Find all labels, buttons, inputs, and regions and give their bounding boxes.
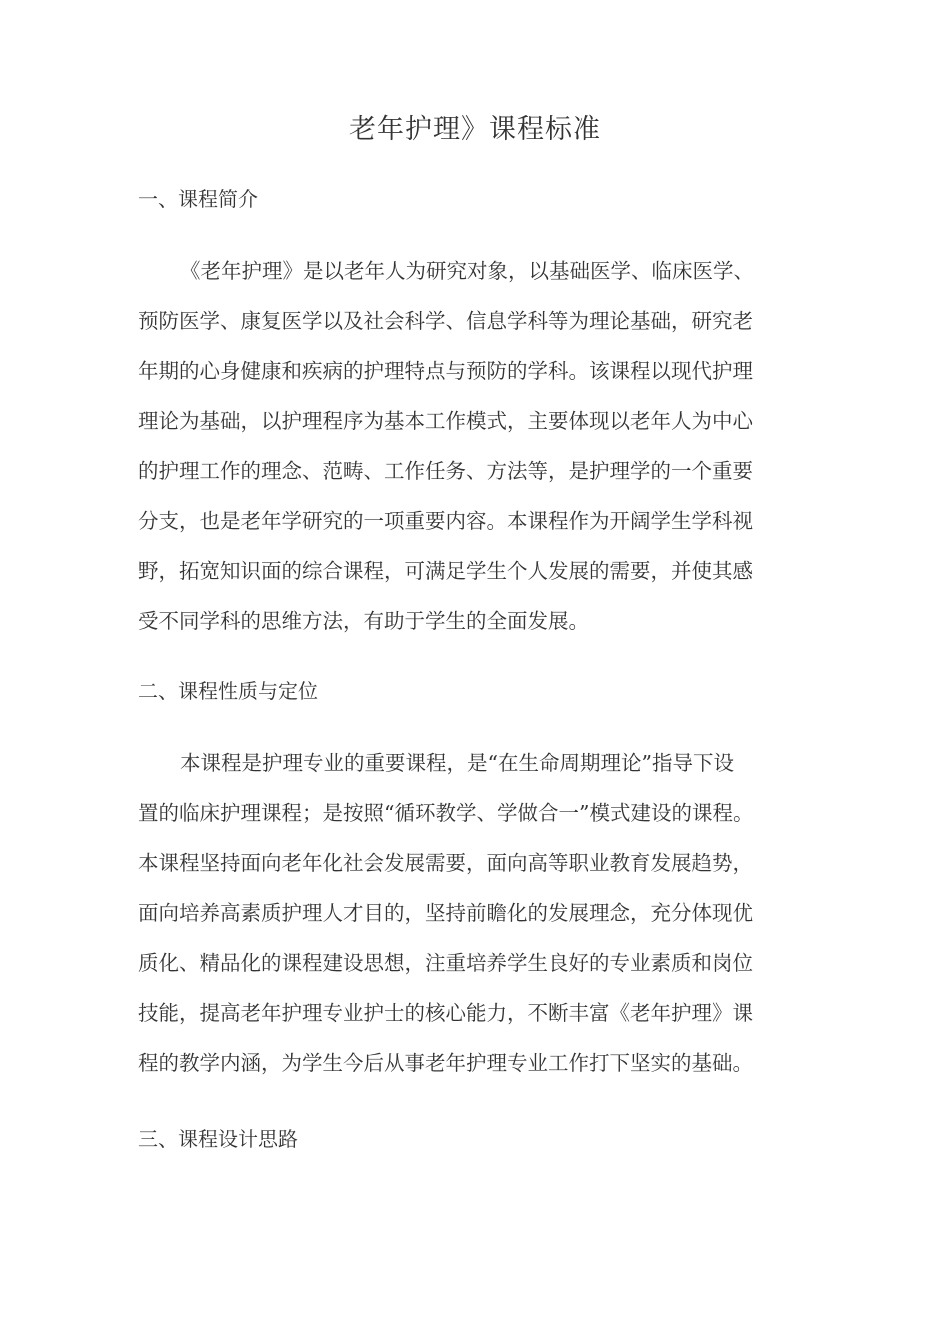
paragraph-line: 《老年护理》是以老年人为研究对象，以基础医学、临床医学、: [180, 259, 754, 283]
document-title: 老年护理》课程标准: [349, 114, 601, 145]
paragraph-line: 预防医学、康复医学以及社会科学、信息学科等为理论基础，研究老: [138, 309, 753, 333]
section-heading-intro: 一、课程简介: [138, 187, 258, 211]
section-heading-nature: 二、课程性质与定位: [138, 679, 318, 703]
paragraph-line: 理论为基础，以护理程序为基本工作模式，主要体现以老年人为中心: [138, 409, 753, 433]
paragraph-line: 本课程坚持面向老年化社会发展需要，面向高等职业教育发展趋势，: [138, 851, 753, 875]
paragraph-line: 年期的心身健康和疾病的护理特点与预防的学科。该课程以现代护理: [138, 359, 753, 383]
paragraph-line: 受不同学科的思维方法，有助于学生的全面发展。: [138, 609, 589, 633]
paragraph-intro: [138, 246, 838, 646]
paragraph-line: 面向培养高素质护理人才目的，坚持前瞻化的发展理念，充分体现优: [138, 901, 753, 925]
paragraph-line: 程的教学内涵，为学生今后从事老年护理专业工作打下坚实的基础。: [138, 1051, 753, 1075]
paragraph-line: 技能，提高老年护理专业护士的核心能力，不断丰富《老年护理》课: [138, 1001, 753, 1025]
paragraph-line: 质化、精品化的课程建设思想，注重培养学生良好的专业素质和岗位: [138, 951, 753, 975]
paragraph-line: 本课程是护理专业的重要课程，是“在生命周期理论”指导下设: [180, 751, 734, 775]
paragraph-line: 分支，也是老年学研究的一项重要内容。本课程作为开阔学生学科视: [138, 509, 753, 533]
paragraph-line: 野，拓宽知识面的综合课程，可满足学生个人发展的需要，并使其感: [138, 559, 753, 583]
paragraph-line: 的护理工作的理念、范畴、工作任务、方法等，是护理学的一个重要: [138, 459, 753, 483]
section-heading-design: 三、课程设计思路: [138, 1127, 298, 1151]
paragraph-line: 置的临床护理课程；是按照“循环教学、学做合一”模式建设的课程。: [138, 801, 754, 825]
paragraph-nature: [138, 738, 838, 1088]
